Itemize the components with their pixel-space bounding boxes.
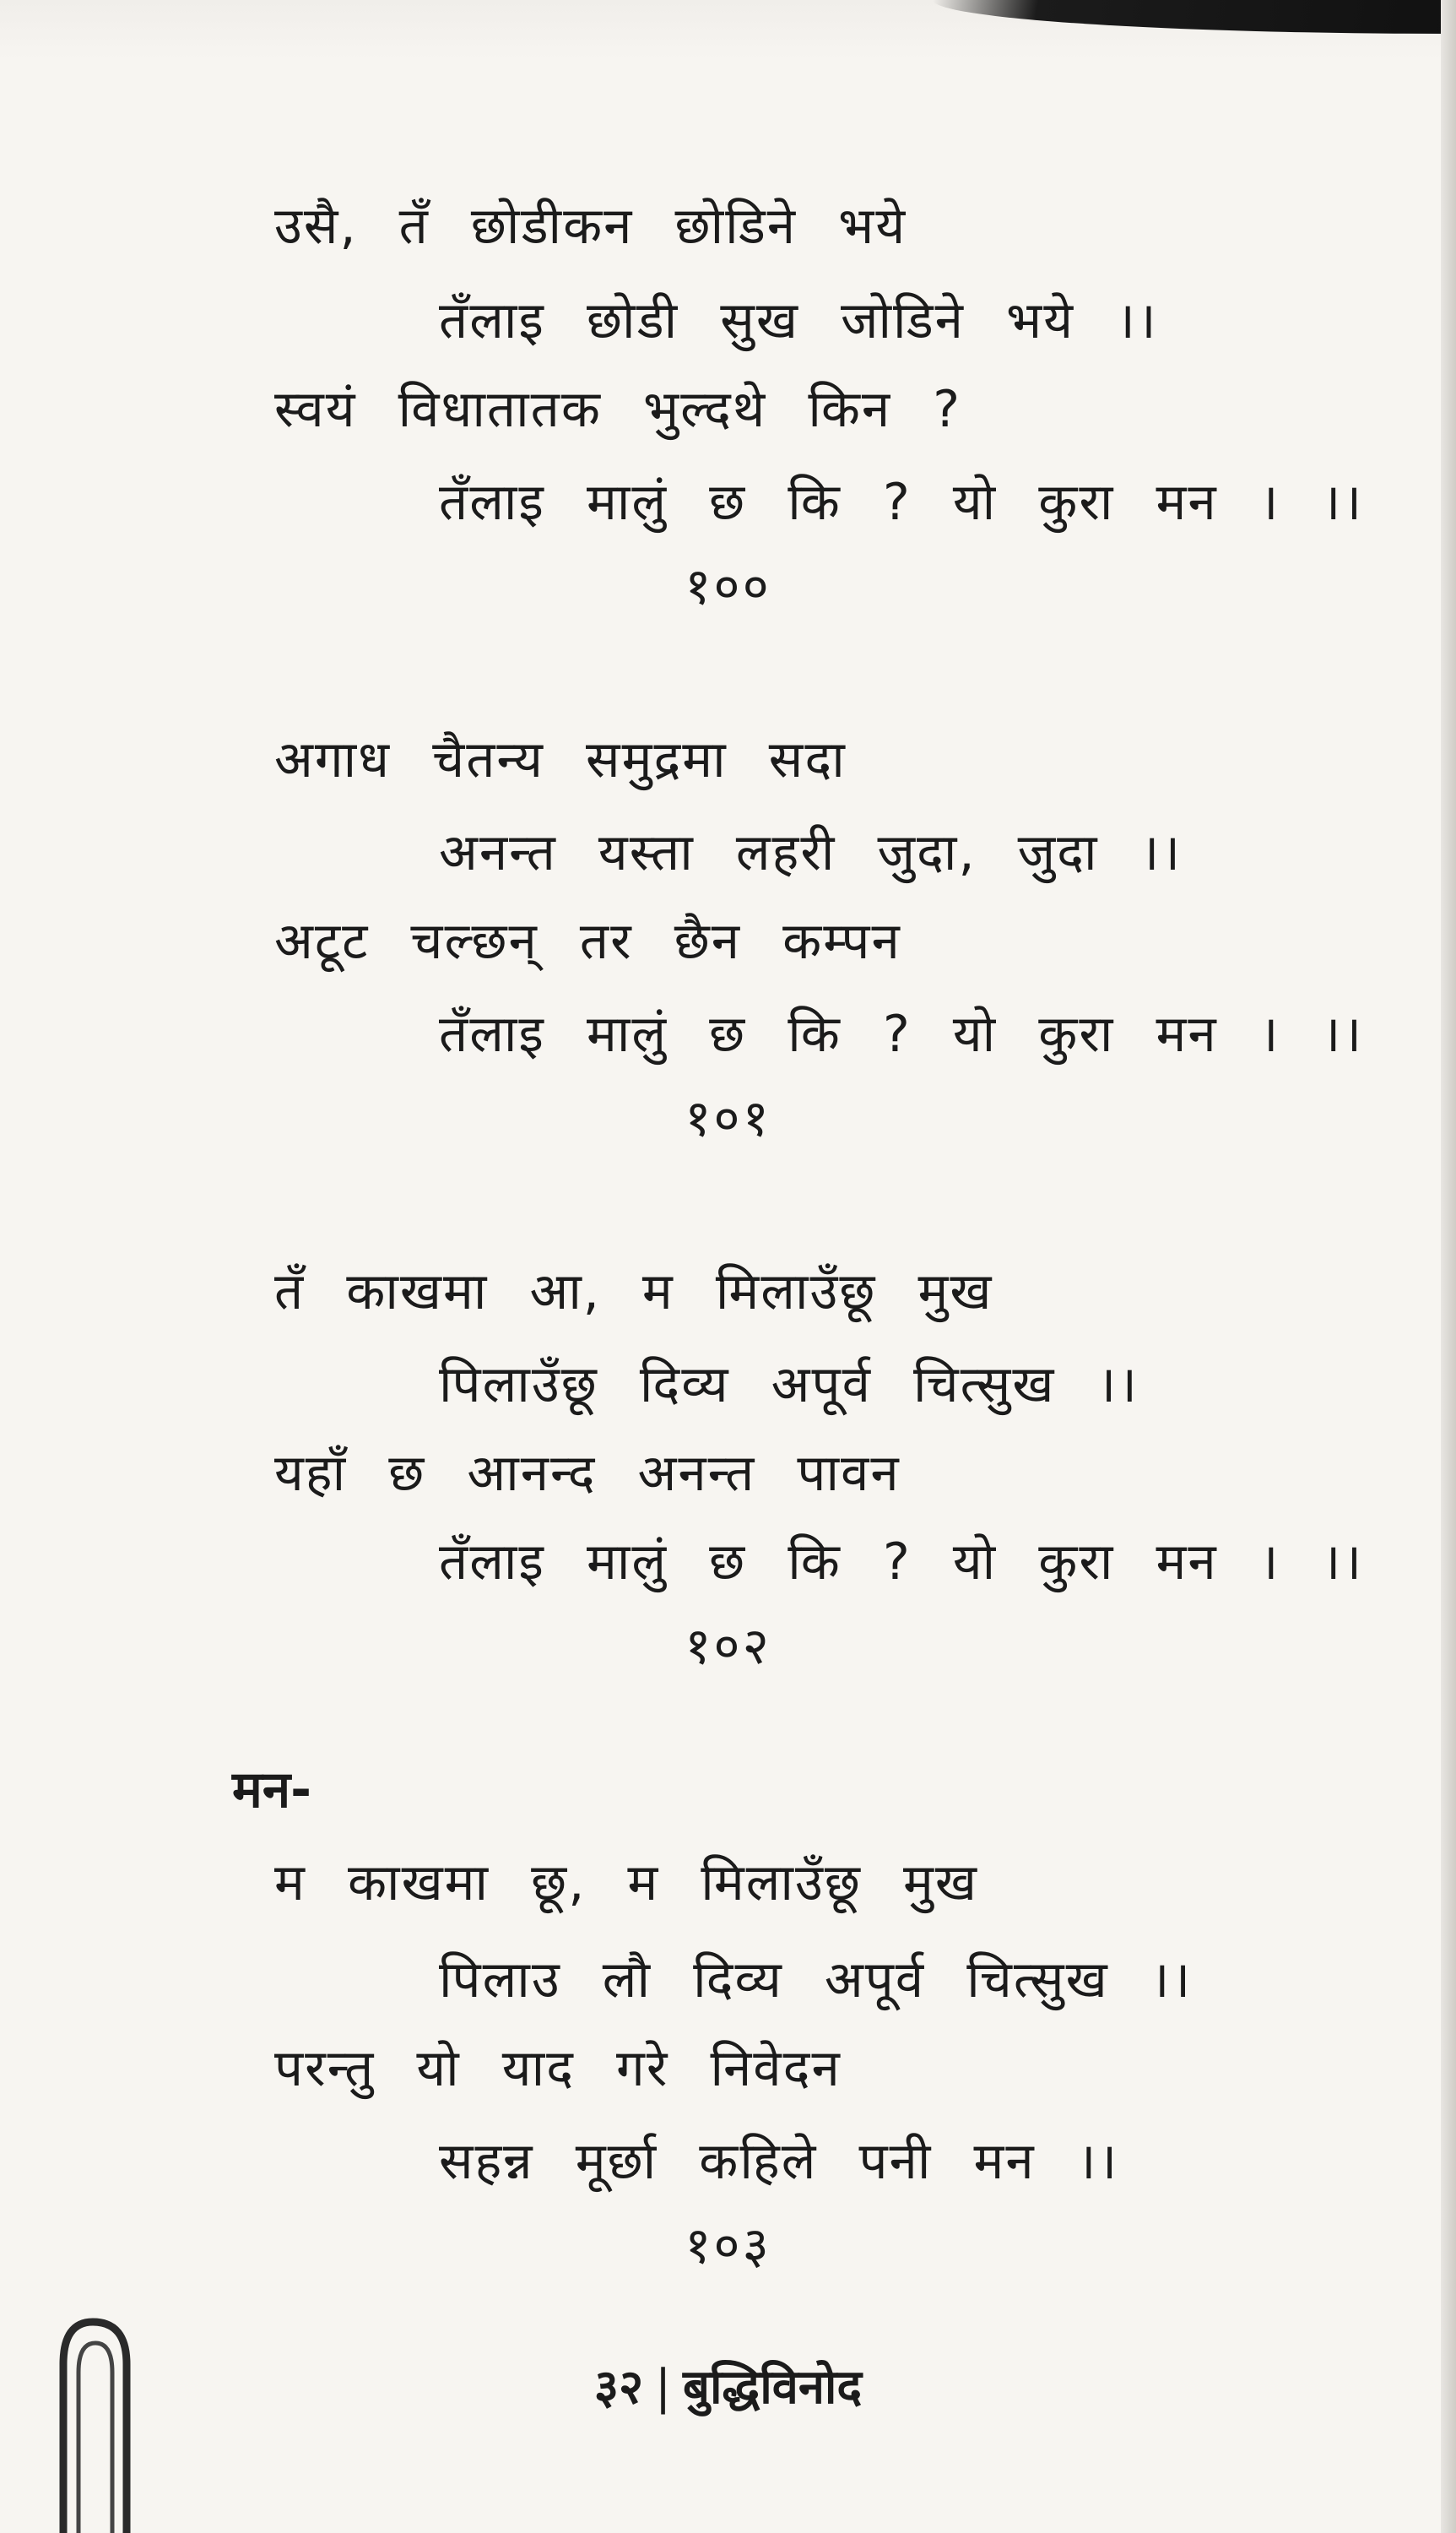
verse-line: पिलाउँछू दिव्य अपूर्व चित्सुख ।। xyxy=(439,1355,1139,1414)
verse-line: तँलाइ मालुं छ कि ? यो कुरा मन । ।। xyxy=(439,1005,1364,1064)
verse-line: सहन्न मूर्छा कहिले पनी मन ।। xyxy=(439,2132,1119,2191)
verse-line: तँलाइ छोडी सुख जोडिने भये ।। xyxy=(439,291,1158,350)
verse-line: तँलाइ मालुं छ कि ? यो कुरा मन । ।। xyxy=(439,473,1364,532)
speaker-label: मन- xyxy=(232,1760,312,1820)
verse-line: उसै, तँ छोडीकन छोडिने भये xyxy=(274,197,907,256)
verse-number: १०१ xyxy=(685,1089,771,1148)
verse-line: यहाँ छ आनन्द अनन्त पावन xyxy=(274,1444,901,1503)
verse-line: तँ काखमा आ, म मिलाउँछू मुख xyxy=(274,1262,993,1321)
verse-line: म काखमा छू, म मिलाउँछू मुख xyxy=(274,1853,978,1912)
verse-line: तँलाइ मालुं छ कि ? यो कुरा मन । ।। xyxy=(439,1532,1364,1592)
verse-line: स्वयं विधातातक भुल्दथे किन ? xyxy=(274,380,962,439)
verse-line: पिलाउ लौ दिव्य अपूर्व चित्सुख ।। xyxy=(439,1950,1193,2010)
verse-number: १०० xyxy=(685,557,771,616)
page-number: ३२ xyxy=(593,2360,644,2415)
page-footer xyxy=(0,2360,1456,2415)
verse-number: १०३ xyxy=(685,2216,771,2275)
verse-line: अनन्त यस्ता लहरी जुदा, जुदा ।। xyxy=(439,823,1183,882)
binding-clip-icon xyxy=(46,2313,148,2533)
page-right-edge xyxy=(1441,0,1456,2533)
footer-separator: | xyxy=(655,2360,671,2415)
verse-line: अटूट चल्छन् तर छैन कम्पन xyxy=(274,912,901,971)
verse-line: अगाध चैतन्य समुद्रमा सदा xyxy=(274,730,847,789)
verse-number: १०२ xyxy=(685,1617,771,1676)
book-title: बुद्धिविनोद xyxy=(682,2360,863,2415)
verse-line: परन्तु यो याद गरे निवेदन xyxy=(274,2039,842,2098)
